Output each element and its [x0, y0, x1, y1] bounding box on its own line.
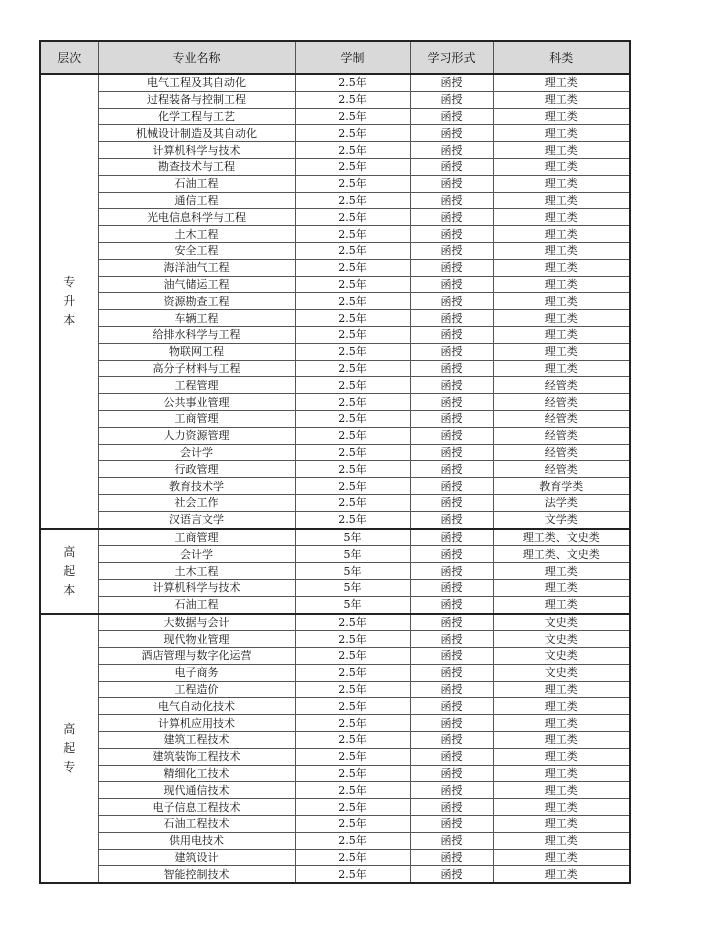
section-2: [40, 614, 630, 884]
category-cell: 理工类: [493, 310, 630, 327]
table-row: [40, 765, 630, 782]
duration-cell: 2.5年: [295, 765, 410, 782]
mode-cell: 函授: [410, 478, 493, 495]
mode-cell: 函授: [410, 732, 493, 749]
duration-cell: 2.5年: [295, 259, 410, 276]
mode-cell: 函授: [410, 209, 493, 226]
mode-cell: 函授: [410, 427, 493, 444]
duration-cell: 2.5年: [295, 444, 410, 461]
mode-cell: 函授: [410, 410, 493, 427]
mode-cell: 函授: [410, 310, 493, 327]
table-row: [40, 377, 630, 394]
table-row: [40, 631, 630, 648]
major-name-cell: 建筑装饰工程技术: [98, 748, 295, 765]
major-name-cell: 通信工程: [98, 192, 295, 209]
mode-cell: 函授: [410, 444, 493, 461]
table-header: [40, 41, 630, 74]
mode-cell: 函授: [410, 158, 493, 175]
section-1: [40, 529, 630, 614]
mode-cell: 函授: [410, 511, 493, 528]
header-duration: 学制: [295, 41, 410, 74]
category-cell: 文学类: [493, 511, 630, 528]
table-row: [40, 259, 630, 276]
table-row: [40, 242, 630, 259]
category-cell: 法学类: [493, 494, 630, 511]
major-name-cell: 教育技术学: [98, 478, 295, 495]
table-row: [40, 158, 630, 175]
major-name-cell: 行政管理: [98, 461, 295, 478]
table-row: [40, 748, 630, 765]
category-cell: 理工类: [493, 748, 630, 765]
mode-cell: 函授: [410, 276, 493, 293]
table-row: [40, 310, 630, 327]
mode-cell: 函授: [410, 648, 493, 665]
table-row: [40, 293, 630, 310]
table-row: [40, 326, 630, 343]
level-char: 高: [63, 721, 76, 736]
major-name-cell: 物联网工程: [98, 343, 295, 360]
major-name-cell: 机械设计制造及其自动化: [98, 125, 295, 142]
mode-cell: 函授: [410, 799, 493, 816]
duration-cell: 2.5年: [295, 142, 410, 159]
mode-cell: 函授: [410, 631, 493, 648]
table-row: [40, 360, 630, 377]
category-cell: 理工类: [493, 732, 630, 749]
header-mode: 学习形式: [410, 41, 493, 74]
major-name-cell: 石油工程技术: [98, 816, 295, 833]
duration-cell: 2.5年: [295, 461, 410, 478]
table-row: [40, 546, 630, 563]
category-cell: 理工类: [493, 849, 630, 866]
duration-cell: 2.5年: [295, 242, 410, 259]
mode-cell: 函授: [410, 326, 493, 343]
table-row: [40, 529, 630, 546]
duration-cell: 2.5年: [295, 108, 410, 125]
category-cell: 理工类、文史类: [493, 546, 630, 563]
duration-cell: 5年: [295, 596, 410, 613]
mode-cell: 函授: [410, 377, 493, 394]
category-cell: 理工类: [493, 142, 630, 159]
major-name-cell: 勘查技术与工程: [98, 158, 295, 175]
duration-cell: 2.5年: [295, 226, 410, 243]
header-level: 层次: [40, 41, 98, 74]
major-name-cell: 工程造价: [98, 681, 295, 698]
table-row: [40, 91, 630, 108]
mode-cell: 函授: [410, 563, 493, 580]
category-cell: 理工类: [493, 209, 630, 226]
duration-cell: 2.5年: [295, 427, 410, 444]
table-row: [40, 226, 630, 243]
level-char: 专: [63, 274, 76, 289]
category-cell: 理工类: [493, 175, 630, 192]
duration-cell: 2.5年: [295, 698, 410, 715]
table-row: [40, 175, 630, 192]
mode-cell: 函授: [410, 91, 493, 108]
duration-cell: 2.5年: [295, 748, 410, 765]
major-name-cell: 油气储运工程: [98, 276, 295, 293]
category-cell: 理工类: [493, 91, 630, 108]
table-row: [40, 192, 630, 209]
duration-cell: 2.5年: [295, 326, 410, 343]
major-name-cell: 石油工程: [98, 175, 295, 192]
duration-cell: 2.5年: [295, 782, 410, 799]
mode-cell: 函授: [410, 242, 493, 259]
mode-cell: 函授: [410, 614, 493, 631]
major-name-cell: 会计学: [98, 546, 295, 563]
major-name-cell: 社会工作: [98, 494, 295, 511]
mode-cell: 函授: [410, 816, 493, 833]
mode-cell: 函授: [410, 461, 493, 478]
category-cell: 理工类: [493, 108, 630, 125]
duration-cell: 2.5年: [295, 832, 410, 849]
duration-cell: 2.5年: [295, 175, 410, 192]
major-name-cell: 工商管理: [98, 410, 295, 427]
category-cell: 理工类: [493, 293, 630, 310]
category-cell: 经管类: [493, 410, 630, 427]
table-row: [40, 108, 630, 125]
major-name-cell: 现代通信技术: [98, 782, 295, 799]
category-cell: 理工类: [493, 158, 630, 175]
table-row: [40, 614, 630, 631]
mode-cell: 函授: [410, 175, 493, 192]
table-row: [40, 511, 630, 528]
category-cell: 理工类: [493, 563, 630, 580]
mode-cell: 函授: [410, 832, 493, 849]
duration-cell: 2.5年: [295, 158, 410, 175]
duration-cell: 2.5年: [295, 91, 410, 108]
category-cell: 文史类: [493, 648, 630, 665]
table-row: [40, 209, 630, 226]
header-category: 科类: [493, 41, 630, 74]
major-name-cell: 石油工程: [98, 596, 295, 613]
major-name-cell: 电气自动化技术: [98, 698, 295, 715]
category-cell: 理工类: [493, 832, 630, 849]
level-char: 起: [63, 740, 76, 755]
level-cell: [40, 74, 98, 529]
level-char: 起: [63, 563, 76, 578]
category-cell: 理工类: [493, 226, 630, 243]
major-name-cell: 资源勘查工程: [98, 293, 295, 310]
table-row: [40, 410, 630, 427]
level-cell: [40, 529, 98, 614]
duration-cell: 5年: [295, 579, 410, 596]
category-cell: 理工类: [493, 799, 630, 816]
major-name-cell: 计算机应用技术: [98, 715, 295, 732]
major-name-cell: 建筑工程技术: [98, 732, 295, 749]
category-cell: 教育学类: [493, 478, 630, 495]
category-cell: 理工类: [493, 343, 630, 360]
major-name-cell: 工程管理: [98, 377, 295, 394]
mode-cell: 函授: [410, 360, 493, 377]
table-row: [40, 563, 630, 580]
level-char: 本: [63, 312, 76, 327]
table-row: [40, 648, 630, 665]
table-row: [40, 276, 630, 293]
category-cell: 经管类: [493, 377, 630, 394]
category-cell: 理工类: [493, 866, 630, 883]
table-row: [40, 866, 630, 883]
category-cell: 文史类: [493, 664, 630, 681]
major-name-cell: 安全工程: [98, 242, 295, 259]
category-cell: 理工类: [493, 125, 630, 142]
duration-cell: 5年: [295, 529, 410, 546]
duration-cell: 2.5年: [295, 410, 410, 427]
section-0: [40, 74, 630, 529]
major-name-cell: 人力资源管理: [98, 427, 295, 444]
major-name-cell: 会计学: [98, 444, 295, 461]
mode-cell: 函授: [410, 698, 493, 715]
duration-cell: 2.5年: [295, 799, 410, 816]
mode-cell: 函授: [410, 226, 493, 243]
table-row: [40, 444, 630, 461]
level-char: 高: [63, 544, 76, 559]
mode-cell: 函授: [410, 293, 493, 310]
duration-cell: 2.5年: [295, 125, 410, 142]
duration-cell: 2.5年: [295, 74, 410, 91]
table-row: [40, 596, 630, 613]
header-name: 专业名称: [98, 41, 295, 74]
category-cell: 理工类: [493, 816, 630, 833]
table-row: [40, 832, 630, 849]
duration-cell: 2.5年: [295, 293, 410, 310]
duration-cell: 2.5年: [295, 209, 410, 226]
mode-cell: 函授: [410, 866, 493, 883]
duration-cell: 2.5年: [295, 276, 410, 293]
duration-cell: 2.5年: [295, 494, 410, 511]
duration-cell: 2.5年: [295, 866, 410, 883]
major-name-cell: 高分子材料与工程: [98, 360, 295, 377]
major-name-cell: 酒店管理与数字化运营: [98, 648, 295, 665]
mode-cell: 函授: [410, 192, 493, 209]
table-row: [40, 681, 630, 698]
mode-cell: 函授: [410, 529, 493, 546]
duration-cell: 2.5年: [295, 631, 410, 648]
mode-cell: 函授: [410, 849, 493, 866]
table-row: [40, 782, 630, 799]
category-cell: 经管类: [493, 461, 630, 478]
duration-cell: 2.5年: [295, 360, 410, 377]
mode-cell: 函授: [410, 259, 493, 276]
table-row: [40, 732, 630, 749]
category-cell: 理工类: [493, 579, 630, 596]
table-row: [40, 494, 630, 511]
duration-cell: 2.5年: [295, 343, 410, 360]
table-row: [40, 142, 630, 159]
duration-cell: 2.5年: [295, 648, 410, 665]
table-row: [40, 579, 630, 596]
major-name-cell: 智能控制技术: [98, 866, 295, 883]
category-cell: 理工类: [493, 681, 630, 698]
mode-cell: 函授: [410, 125, 493, 142]
major-name-cell: 计算机科学与技术: [98, 142, 295, 159]
major-name-cell: 电气工程及其自动化: [98, 74, 295, 91]
category-cell: 理工类: [493, 360, 630, 377]
duration-cell: 2.5年: [295, 715, 410, 732]
mode-cell: 函授: [410, 681, 493, 698]
category-cell: 理工类: [493, 259, 630, 276]
major-name-cell: 建筑设计: [98, 849, 295, 866]
category-cell: 理工类: [493, 765, 630, 782]
major-name-cell: 现代物业管理: [98, 631, 295, 648]
major-name-cell: 土木工程: [98, 226, 295, 243]
duration-cell: 2.5年: [295, 664, 410, 681]
table-row: [40, 816, 630, 833]
major-name-cell: 土木工程: [98, 563, 295, 580]
level-char: 升: [63, 293, 76, 308]
category-cell: 理工类: [493, 192, 630, 209]
level-char: 专: [63, 759, 76, 774]
duration-cell: 2.5年: [295, 732, 410, 749]
table-row: [40, 394, 630, 411]
major-name-cell: 工商管理: [98, 529, 295, 546]
category-cell: 理工类: [493, 326, 630, 343]
table-row: [40, 478, 630, 495]
duration-cell: 5年: [295, 546, 410, 563]
major-name-cell: 车辆工程: [98, 310, 295, 327]
category-cell: 理工类: [493, 276, 630, 293]
duration-cell: 2.5年: [295, 310, 410, 327]
duration-cell: 2.5年: [295, 511, 410, 528]
category-cell: 理工类: [493, 74, 630, 91]
program-table: [39, 40, 631, 884]
level-cell: [40, 614, 98, 884]
mode-cell: 函授: [410, 546, 493, 563]
mode-cell: 函授: [410, 748, 493, 765]
category-cell: 理工类: [493, 715, 630, 732]
table-row: [40, 698, 630, 715]
major-name-cell: 光电信息科学与工程: [98, 209, 295, 226]
duration-cell: 2.5年: [295, 192, 410, 209]
major-name-cell: 公共事业管理: [98, 394, 295, 411]
mode-cell: 函授: [410, 394, 493, 411]
duration-cell: 2.5年: [295, 681, 410, 698]
table-row: [40, 849, 630, 866]
mode-cell: 函授: [410, 108, 493, 125]
category-cell: 文史类: [493, 631, 630, 648]
major-name-cell: 过程装备与控制工程: [98, 91, 295, 108]
duration-cell: 2.5年: [295, 478, 410, 495]
table-row: [40, 427, 630, 444]
mode-cell: 函授: [410, 782, 493, 799]
duration-cell: 2.5年: [295, 394, 410, 411]
category-cell: 经管类: [493, 444, 630, 461]
mode-cell: 函授: [410, 765, 493, 782]
table-row: [40, 125, 630, 142]
table-row: [40, 343, 630, 360]
mode-cell: 函授: [410, 579, 493, 596]
category-cell: 理工类: [493, 242, 630, 259]
table-row: [40, 799, 630, 816]
table-row: [40, 715, 630, 732]
category-cell: 理工类: [493, 596, 630, 613]
category-cell: 理工类、文史类: [493, 529, 630, 546]
major-name-cell: 海洋油气工程: [98, 259, 295, 276]
mode-cell: 函授: [410, 664, 493, 681]
category-cell: 经管类: [493, 394, 630, 411]
major-name-cell: 化学工程与工艺: [98, 108, 295, 125]
category-cell: 经管类: [493, 427, 630, 444]
major-name-cell: 给排水科学与工程: [98, 326, 295, 343]
duration-cell: 2.5年: [295, 614, 410, 631]
mode-cell: 函授: [410, 596, 493, 613]
duration-cell: 2.5年: [295, 816, 410, 833]
category-cell: 理工类: [493, 782, 630, 799]
major-name-cell: 供用电技术: [98, 832, 295, 849]
level-char: 本: [63, 582, 76, 597]
category-cell: 理工类: [493, 698, 630, 715]
table-row: [40, 664, 630, 681]
major-name-cell: 大数据与会计: [98, 614, 295, 631]
header-row: [40, 41, 630, 74]
duration-cell: 2.5年: [295, 849, 410, 866]
duration-cell: 2.5年: [295, 377, 410, 394]
mode-cell: 函授: [410, 142, 493, 159]
mode-cell: 函授: [410, 494, 493, 511]
table-row: [40, 461, 630, 478]
major-name-cell: 电子信息工程技术: [98, 799, 295, 816]
category-cell: 文史类: [493, 614, 630, 631]
major-name-cell: 精细化工技术: [98, 765, 295, 782]
mode-cell: 函授: [410, 715, 493, 732]
major-name-cell: 汉语言文学: [98, 511, 295, 528]
mode-cell: 函授: [410, 74, 493, 91]
mode-cell: 函授: [410, 343, 493, 360]
major-name-cell: 电子商务: [98, 664, 295, 681]
table-row: [40, 74, 630, 91]
major-name-cell: 计算机科学与技术: [98, 579, 295, 596]
duration-cell: 5年: [295, 563, 410, 580]
